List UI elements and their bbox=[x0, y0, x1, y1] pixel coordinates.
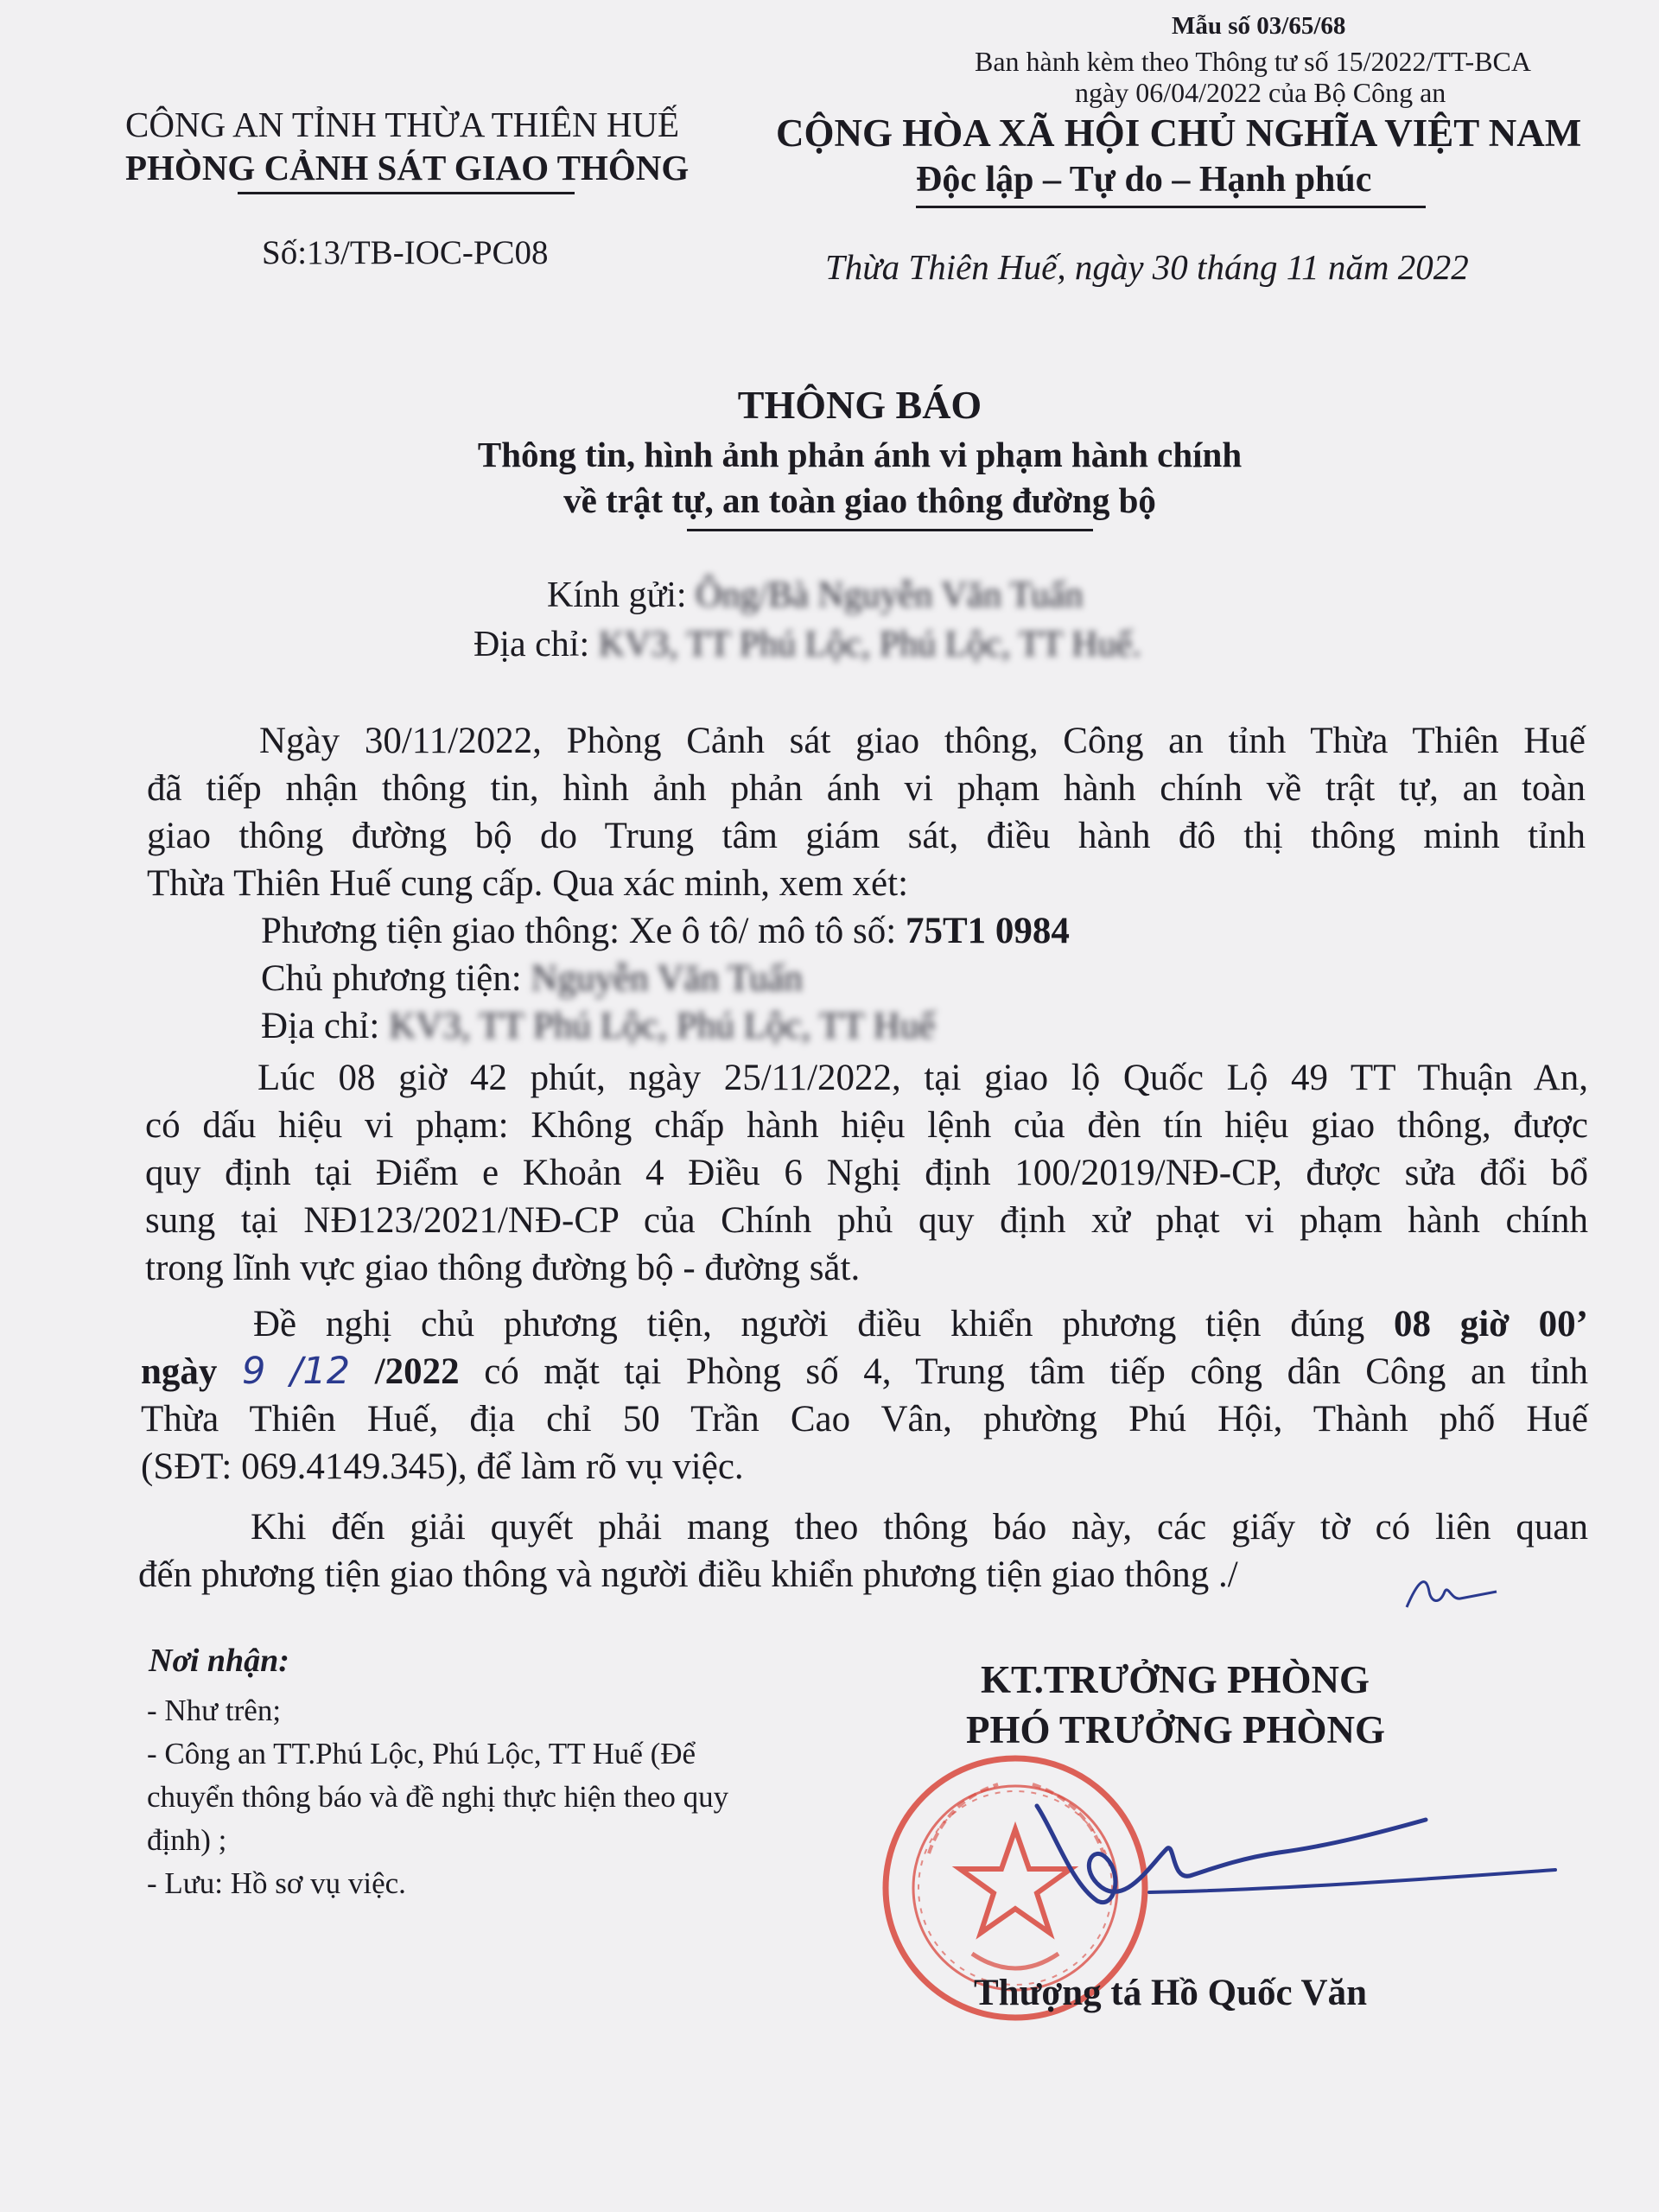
paragraph-summons bbox=[141, 1300, 1588, 1491]
department-name: PHÒNG CẢNH SÁT GIAO THÔNG bbox=[125, 148, 690, 188]
text-line: Khi đến giải quyết phải mang theo thông báo này, các giấy tờ có liên quan bbox=[251, 1507, 1588, 1548]
country-name: CỘNG HÒA XÃ HỘI CHỦ NGHĨA VIỆT NAM bbox=[776, 111, 1582, 155]
recipient-name: Ông/Bà Nguyễn Văn Tuấn bbox=[696, 575, 1084, 615]
recipient-item: - Công an TT.Phú Lộc, Phú Lộc, TT Huế (Để bbox=[147, 1737, 696, 1770]
notice-subtitle-2: về trật tự, an toàn giao thông đường bộ bbox=[563, 480, 1156, 520]
department-underline bbox=[238, 192, 575, 194]
license-plate: 75T1 0984 bbox=[905, 911, 1070, 951]
paragraph-violation bbox=[145, 1054, 1588, 1292]
recipient-line bbox=[547, 575, 1084, 616]
paragraph-receipt bbox=[147, 717, 1586, 907]
agency-name: CÔNG AN TỈNH THỪA THIÊN HUẾ bbox=[125, 105, 680, 144]
text-line: đến phương tiện giao thông và người điều khiển phương tiện giao thông ./ bbox=[138, 1554, 1238, 1595]
summons-location: có mặt tại Phòng số 4, Trung tâm tiếp công dân Công an tỉnh bbox=[484, 1351, 1589, 1392]
owner-label: Chủ phương tiện: bbox=[261, 958, 531, 999]
text-line: đã tiếp nhận thông tin, hình ảnh phản ánh vi phạm hành chính về trật tự, an toàn bbox=[147, 768, 1586, 809]
recipient-address-label: Địa chỉ: bbox=[474, 625, 590, 664]
text-line: Thừa Thiên Huế, địa chỉ 50 Trần Cao Vân, phường Phú Hội, Thành phố Huế bbox=[141, 1399, 1588, 1440]
recipient-address: KV3, TT Phú Lộc, Phú Lộc, TT Huế. bbox=[598, 625, 1141, 664]
title-underline bbox=[687, 529, 1093, 531]
text-line: có dấu hiệu vi phạm: Không chấp hành hiệu lệnh của đèn tín hiệu giao thông, được bbox=[145, 1105, 1588, 1146]
text-line bbox=[141, 1300, 1588, 1348]
handwritten-sep: / bbox=[289, 1350, 303, 1393]
text-line: (SĐT: 069.4149.345), để làm rõ vụ việc. bbox=[141, 1446, 744, 1487]
owner-name: Nguyễn Văn Tuấn bbox=[531, 958, 803, 999]
paragraph-documents bbox=[138, 1503, 1588, 1599]
recipients-title: Nơi nhận: bbox=[149, 1643, 289, 1679]
recipient-label: Kính gửi: bbox=[547, 575, 687, 615]
document-number: Số:13/TB-IOC-PC08 bbox=[262, 234, 549, 271]
form-number: Mẫu số 03/65/68 bbox=[1172, 12, 1346, 40]
text-line: quy định tại Điểm e Khoản 4 Điều 6 Nghị định 100/2019/NĐ-CP, được sửa đổi bổ bbox=[145, 1153, 1588, 1193]
notice-subtitle-1: Thông tin, hình ảnh phản ánh vi phạm hành chính bbox=[477, 435, 1243, 474]
text-line: sung tại NĐ123/2021/NĐ-CP của Chính phủ quy định xử phạt vi phạm hành chính bbox=[145, 1200, 1588, 1241]
recipient-item: chuyển thông báo và đề nghị thực hiện theo quy bbox=[147, 1780, 729, 1814]
text-line: trong lĩnh vực giao thông đường bộ - đường sắt. bbox=[145, 1248, 861, 1288]
recipients-list bbox=[147, 1689, 728, 1905]
signer-role-1: KT.TRƯỞNG PHÒNG bbox=[981, 1658, 1370, 1701]
owner-address: KV3, TT Phú Lộc, Phú Lộc, TT Huế bbox=[389, 1006, 936, 1046]
signer-name: Thượng tá Hồ Quốc Văn bbox=[974, 1973, 1368, 2013]
text-line: Lúc 08 giờ 42 phút, ngày 25/11/2022, tại giao lộ Quốc Lộ 49 TT Thuận An, bbox=[257, 1058, 1588, 1098]
place-and-date: Thừa Thiên Huế, ngày 30 tháng 11 năm 2022 bbox=[825, 247, 1469, 287]
form-issued-date: ngày 06/04/2022 của Bộ Công an bbox=[1075, 77, 1446, 108]
national-motto: Độc lập – Tự do – Hạnh phúc bbox=[916, 160, 1372, 200]
recipient-item: - Như trên; bbox=[147, 1694, 282, 1727]
vehicle-line bbox=[261, 910, 1070, 952]
motto-underline bbox=[916, 206, 1426, 208]
owner-line bbox=[261, 957, 803, 1000]
text-line: Thừa Thiên Huế cung cấp. Qua xác minh, xem xét: bbox=[147, 863, 909, 904]
handwritten-month: 12 bbox=[302, 1350, 351, 1393]
text-line bbox=[141, 1348, 1588, 1395]
handwritten-signature bbox=[1020, 1780, 1573, 1953]
summons-text: Đề nghị chủ phương tiện, người điều khiển phương tiện đúng bbox=[253, 1304, 1365, 1344]
vehicle-label: Phương tiện giao thông: Xe ô tô/ mô tô số: bbox=[261, 911, 906, 951]
appointment-day-label: ngày bbox=[141, 1351, 218, 1392]
text-line: giao thông đường bộ do Trung tâm giám sát, điều hành đô thị thông minh tỉnh bbox=[147, 816, 1586, 856]
text-line: Ngày 30/11/2022, Phòng Cảnh sát giao thông, Công an tỉnh Thừa Thiên Huế bbox=[259, 721, 1586, 761]
recipient-item: định) ; bbox=[147, 1823, 227, 1857]
owner-address-label: Địa chỉ: bbox=[261, 1006, 390, 1046]
signer-role-2: PHÓ TRƯỞNG PHÒNG bbox=[966, 1708, 1386, 1751]
handwritten-day: 9 bbox=[241, 1350, 266, 1393]
form-issued-by: Ban hành kèm theo Thông tư số 15/2022/TT-BCA bbox=[975, 46, 1531, 77]
recipient-item: - Lưu: Hồ sơ vụ việc. bbox=[147, 1866, 406, 1900]
appointment-time: 08 giờ 00’ bbox=[1393, 1304, 1589, 1344]
initials-mark bbox=[1400, 1566, 1503, 1618]
notice-title: THÔNG BÁO bbox=[737, 383, 982, 427]
owner-address-line bbox=[261, 1005, 935, 1047]
recipient-address-line bbox=[474, 624, 1141, 665]
appointment-year: /2022 bbox=[374, 1351, 460, 1392]
